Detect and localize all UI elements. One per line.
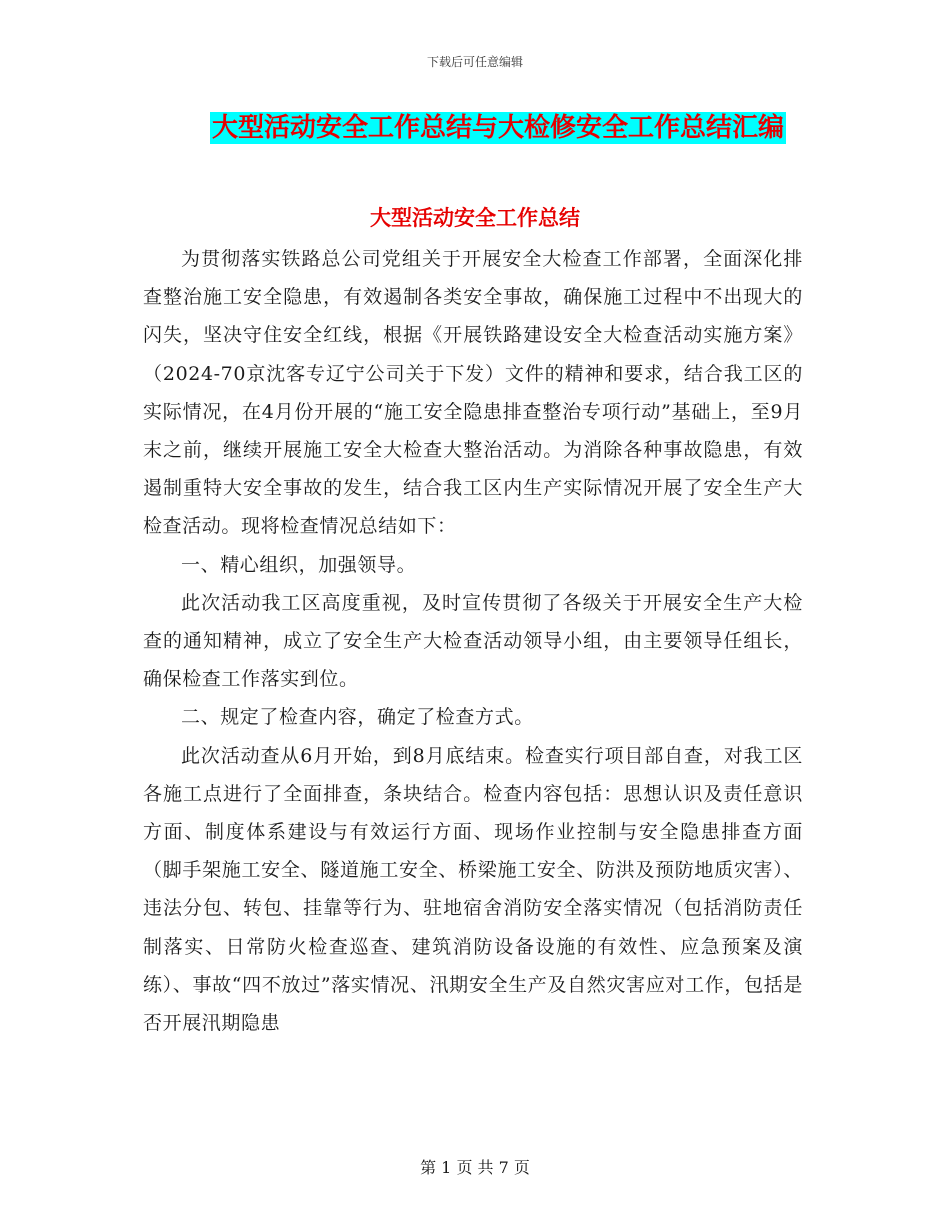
header-note: 下载后可任意编辑	[426, 55, 523, 69]
section-title: 大型活动安全工作总结	[370, 206, 580, 230]
paragraph-organization: 此次活动我工区高度重视，及时宣传贯彻了各级关于开展安全生产大检查的通知精神，成立了安全生产大检查活动领导小组，由主要领导任组长，确保检查工作落实到位。	[143, 591, 803, 691]
document-title: 大型活动安全工作总结与大检修安全工作总结汇编	[211, 113, 784, 143]
page-footer: 第 1 页 共 7 页	[420, 1158, 530, 1177]
body-text	[143, 240, 803, 1042]
heading-inspection-content: 二、规定了检查内容，确定了检查方式。	[181, 706, 534, 729]
document-title-container	[0, 112, 950, 144]
heading-organization: 一、精心组织，加强领导。	[181, 553, 417, 576]
paragraph-inspection-content: 此次活动查从6月开始，到8月底结束。检查实行项目部自查，对我工区各施工点进行了全面排查，条块结合。检查内容包括：思想认识及责任意识方面、制度体系建设与有效运行方面、现场作业控制与安全隐患排查方面（脚手架施工安全、隧道施工安全、桥梁施工安全、防洪及预防地质灾害）、违法分包、转包、挂靠等行为、驻地宿舍消防安全落实情况（包括消防责任制落实、日常防火检查巡查、建筑消防设备设施的有效性、应急预案及演练）、事故“四不放过”落实情况、汛期安全生产及自然灾害应对工作，包括是否开展汛期隐患	[143, 744, 803, 1035]
paragraph-intro: 为贯彻落实铁路总公司党组关于开展安全大检查工作部署，全面深化排查整治施工安全隐患，有效遏制各类安全事故，确保施工过程中不出现大的闪失，坚决守住安全红线，根据《开展铁路建设安全大检查活动实施方案》（2024-70京沈客专辽宁公司关于下发）文件的精神和要求，结合我工区的实际情况，在4月份开展的“施工安全隐患排查整治专项行动”基础上，至9月末之前，继续开展施工安全大检查大整治活动。为消除各种事故隐患，有效遏制重特大安全事故的发生，结合我工区内生产实际情况开展了安全生产大检查活动。现将检查情况总结如下：	[143, 248, 803, 538]
